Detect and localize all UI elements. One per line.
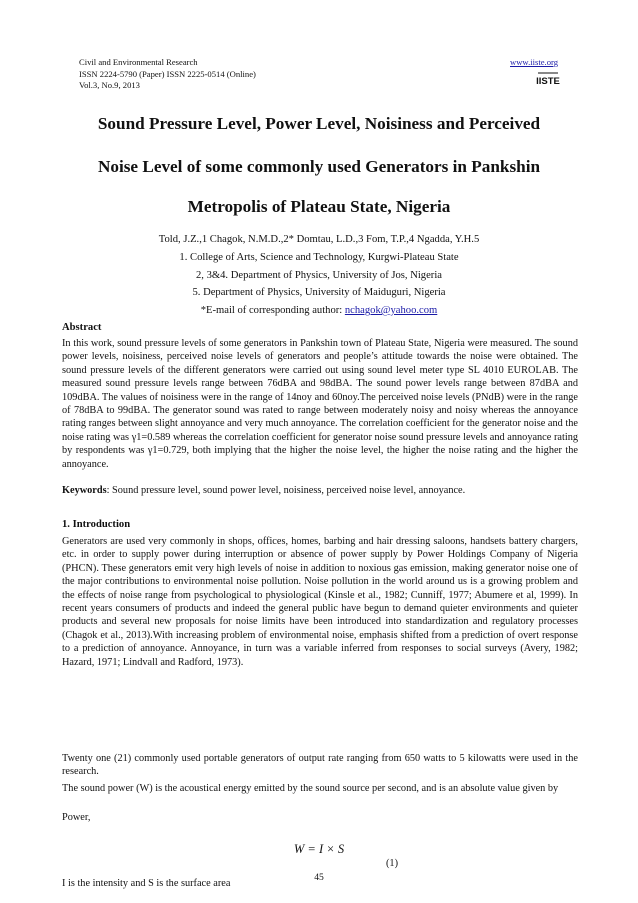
journal-name: Civil and Environmental Research: [79, 57, 198, 67]
volume-line: Vol.3, No.9, 2013: [79, 80, 140, 90]
intro-paragraph-4: Power,: [62, 812, 91, 823]
keywords-line: [62, 484, 578, 497]
paper-title-line-2: Noise Level of some commonly used Generators in Pankshin: [97, 157, 541, 176]
email-link[interactable]: nchagok@yahoo.com: [344, 305, 438, 316]
intro-paragraph-3: The sound power (W) is the acoustical energy emitted by the sound source per second, and is an absolute value given by: [62, 783, 559, 794]
keywords-label: Keywords: [62, 485, 107, 496]
abstract-text: In this work, sound pressure levels of some generators in Pankshin town of Plateau State, Nigeria were measured. The sound power levels, noisiness, perceived noise levels of generators and people’s attitude towards the noise were obtained. The sound pressure levels of the different generators were carried out using sound level meter type SL 4010 EUROLAB. The measured sound pressure levels range between 76dBA and 98dBA. The sound power levels range between 87dBA and 109dBA. The values of noisiness were in the range of 14noy and 60noy.The perceived noise levels (PNdB) were in the range of 78dBA to 99dBA. The generator sound was rated to range between moderately noisy and noisy whereas the annoyance rating ranges between slight annoyance and very much annoyance. The correlation coefficient for the generator noise and the noise rating was γ1=0.589 whereas the correlation coefficient for generator noise sound pressure levels and annoyance rating by respondents was γ1=0.729, both implying that the higher the noise level, the higher the noise rating and the higher the annoyance.: [62, 338, 578, 470]
svg-text:IISTE: IISTE: [536, 76, 560, 87]
corresponding-email-line: [60, 304, 578, 318]
issn-line: ISSN 2224-5790 (Paper) ISSN 2225-0514 (Online): [79, 69, 256, 79]
equation-number: (1): [386, 858, 399, 869]
equation-power: W = I × S: [293, 842, 345, 856]
paper-title-line-3: Metropolis of Plateau State, Nigeria: [187, 197, 451, 216]
intro-paragraph-1: Generators are used very commonly in shops, offices, homes, barbing and hair dressing saloons, handsets battery chargers, etc. in order to supply power during interruption or absence of power supply by Power Holdings Company of Nigeria (PHCN). These generators emit very high levels of noise in addition to noxious gas emission, making generator noise one of the major contributions to environmental noise pollution. Noise pollution in the world around us is a growing problem and the effects of noise range from psychological to physiological (Kinsle et al., 1982; Cunniff, 1977; Abumere et al, 1999). In recent years consumers of products and indeed the general public have begun to demand quieter environments and quieter products and several new proposals for noise limits have been introduced into standardization and regulatory processes (Chagok et al., 2013).With increasing problem of environmental noise, emphasis shifted from a prediction of overt response to a prediction of annoyance. Annoyance, in turn was a variable inferred from responses to social surveys (Avery, 1982; Hazard, 1971; Lindvall and Radford, 1973).: [62, 536, 578, 668]
intro-paragraph-2: Twenty one (21) commonly used portable generators of output rate ranging from 650 watts to 5 kilowatts were used in the research.: [62, 753, 578, 778]
page-number: 45: [314, 872, 324, 883]
website-link[interactable]: www.iiste.org: [510, 57, 558, 67]
introduction-heading: 1. Introduction: [62, 519, 131, 530]
abstract-heading: Abstract: [62, 322, 102, 333]
intro-paragraph-5: I is the intensity and S is the surface area: [62, 878, 231, 889]
affiliation-3: 5. Department of Physics, University of Maiduguri, Nigeria: [192, 287, 446, 298]
affiliation-1: 1. College of Arts, Science and Technology, Kurgwi-Plateau State: [179, 252, 459, 263]
affiliation-2: 2, 3&4. Department of Physics, University of Jos, Nigeria: [196, 270, 442, 281]
author-list: Told, J.Z.,1 Chagok, N.M.D.,2* Domtau, L.D.,3 Fom, T.P.,4 Ngadda, Y.H.5: [158, 234, 480, 245]
iiste-logo: [536, 70, 560, 88]
email-label: *E-mail of corresponding author:: [200, 305, 345, 316]
keywords-text: : Sound pressure level, sound power level, noisiness, perceived noise level, annoyance.: [106, 485, 466, 496]
paper-title-line-1: Sound Pressure Level, Power Level, Noisiness and Perceived: [97, 114, 541, 133]
